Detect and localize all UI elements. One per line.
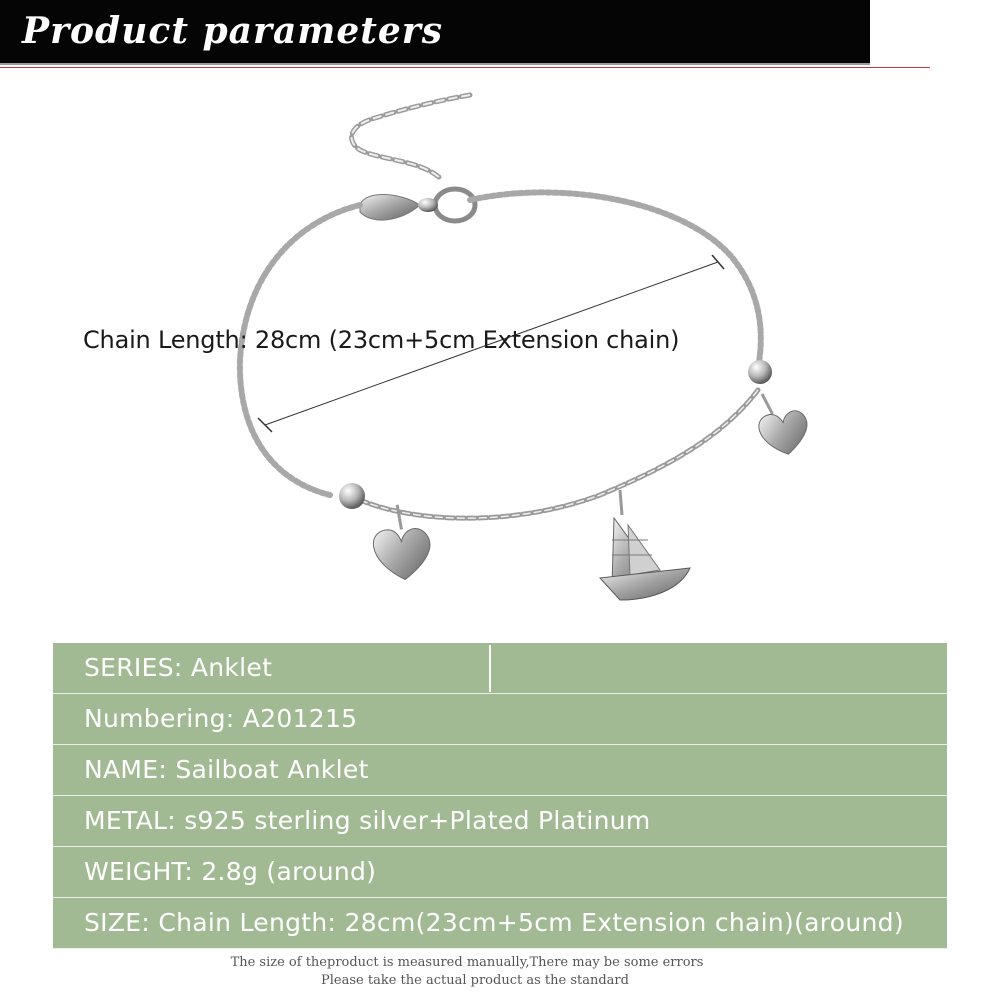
link-chain [360,390,758,518]
sailboat-charm [600,490,690,600]
spec-table [53,643,947,949]
anklet-product-photo [0,70,1000,640]
chain-length-label: Chain Length: 28cm (23cm+5cm Extension chain) [83,326,680,354]
spec-metal: METAL: s925 sterling silver+Plated Platinum [84,806,651,835]
row-divider [489,645,491,692]
header-accent-line [0,67,930,68]
spec-row-name [53,745,947,796]
page-title: Product parameters [22,10,444,52]
disclaimer-line-2: Please take the actual product as the standard [321,973,629,988]
spec-row-numbering [53,694,947,745]
spec-row-series [53,643,947,694]
silver-bead [339,483,365,509]
spec-size: SIZE: Chain Length: 28cm(23cm+5cm Extension chain)(around) [84,908,904,937]
spec-series: SERIES: Anklet [84,653,273,682]
spec-row-size [53,898,947,949]
header-banner [0,0,870,63]
spec-name: NAME: Sailboat Anklet [84,755,369,784]
header-divider [0,63,870,65]
spec-numbering: Numbering: A201215 [84,704,358,733]
disclaimer-line-1: The size of theproduct is measured manually,There may be some errors [230,955,704,970]
silver-bead [748,360,772,384]
lobster-clasp [360,189,475,221]
spec-weight: WEIGHT: 2.8g (around) [84,857,377,886]
heart-charm [751,385,814,460]
spec-row-metal [53,796,947,847]
spec-row-weight [53,847,947,898]
